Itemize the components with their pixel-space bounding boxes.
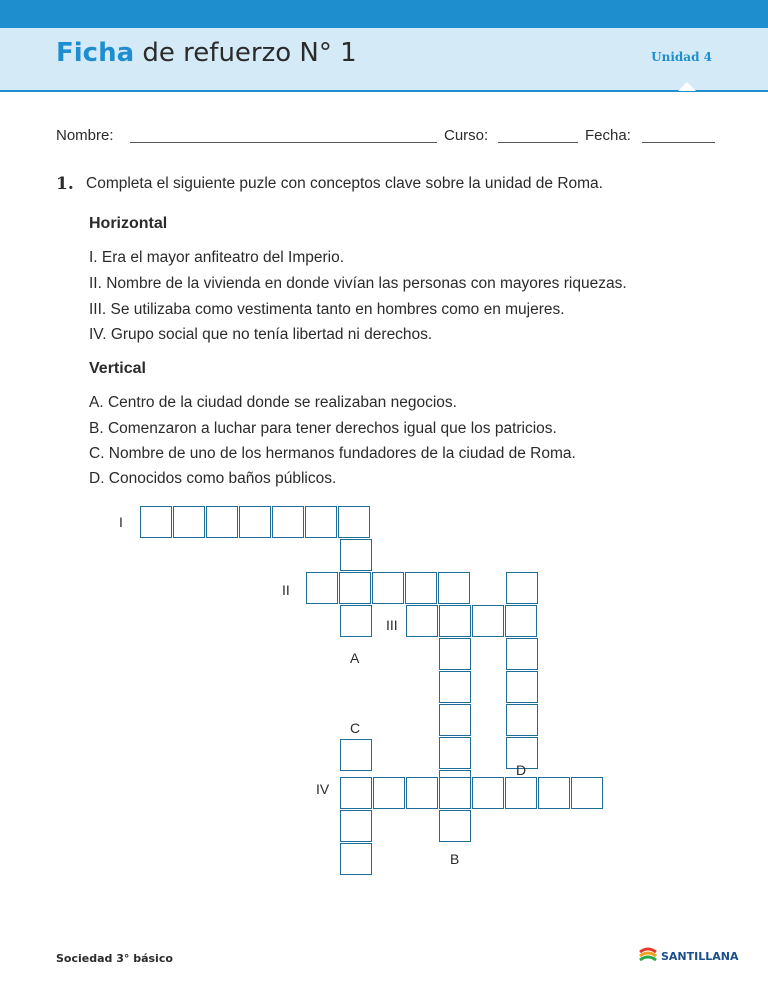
page-title bbox=[56, 38, 357, 68]
publisher-name: SANTILLANA bbox=[661, 949, 739, 963]
crossword-cell[interactable] bbox=[340, 777, 372, 809]
crossword-cell[interactable] bbox=[439, 737, 471, 769]
course-field[interactable] bbox=[498, 142, 578, 143]
label-III: III bbox=[386, 617, 398, 633]
crossword-cell[interactable] bbox=[505, 605, 537, 637]
crossword-cell[interactable] bbox=[338, 506, 370, 538]
crossword-cell[interactable] bbox=[340, 739, 372, 771]
santillana-logo-icon bbox=[638, 946, 658, 966]
crossword-cell[interactable] bbox=[506, 638, 538, 670]
crossword-cell[interactable] bbox=[506, 572, 538, 604]
clue-horizontal-1: I. Era el mayor anfiteatro del Imperio. bbox=[89, 249, 345, 266]
label-I: I bbox=[119, 514, 123, 530]
horizontal-heading: Horizontal bbox=[89, 215, 168, 232]
date-label: Fecha: bbox=[585, 127, 631, 144]
title-rest: de refuerzo N° 1 bbox=[134, 38, 357, 68]
date-field[interactable] bbox=[642, 142, 715, 143]
crossword-cell[interactable] bbox=[340, 605, 372, 637]
name-field[interactable] bbox=[130, 142, 437, 143]
clue-vertical-4: D. Conocidos como baños públicos. bbox=[89, 470, 337, 487]
clue-vertical-2: B. Comenzaron a luchar para tener derechos igual que los patricios. bbox=[89, 420, 557, 437]
crossword-cell[interactable] bbox=[405, 572, 437, 604]
label-A: A bbox=[350, 650, 360, 666]
crossword-cell[interactable] bbox=[372, 572, 404, 604]
top-color-bar bbox=[0, 0, 768, 28]
label-IV: IV bbox=[316, 781, 330, 797]
crossword-cell[interactable] bbox=[340, 539, 372, 571]
crossword-cell[interactable] bbox=[571, 777, 603, 809]
footer-course: Sociedad 3° básico bbox=[56, 952, 173, 965]
crossword-cell[interactable] bbox=[306, 572, 338, 604]
crossword-cell[interactable] bbox=[272, 506, 304, 538]
clue-vertical-3: C. Nombre de uno de los hermanos fundadores de la ciudad de Roma. bbox=[89, 445, 576, 462]
crossword-cell[interactable] bbox=[339, 572, 371, 604]
crossword-cell[interactable] bbox=[406, 777, 438, 809]
crossword-cell[interactable] bbox=[406, 605, 438, 637]
label-C: C bbox=[350, 720, 361, 736]
label-B: B bbox=[450, 851, 460, 867]
crossword-cell[interactable] bbox=[439, 638, 471, 670]
clue-horizontal-2: II. Nombre de la vivienda en donde vivían las personas con mayores riquezas. bbox=[89, 275, 627, 292]
crossword-cell[interactable] bbox=[506, 704, 538, 736]
unit-label: Unidad 4 bbox=[651, 50, 712, 64]
crossword-cell[interactable] bbox=[439, 704, 471, 736]
crossword-cell[interactable] bbox=[340, 843, 372, 875]
crossword-cell[interactable] bbox=[206, 506, 238, 538]
crossword-cell[interactable] bbox=[438, 572, 470, 604]
crossword-cell[interactable] bbox=[340, 810, 372, 842]
crossword-cell[interactable] bbox=[373, 777, 405, 809]
crossword-cell[interactable] bbox=[472, 605, 504, 637]
name-label: Nombre: bbox=[56, 127, 114, 144]
crossword-cell[interactable] bbox=[239, 506, 271, 538]
crossword-cell[interactable] bbox=[439, 671, 471, 703]
clue-horizontal-3: III. Se utilizaba como vestimenta tanto en hombres como en mujeres. bbox=[89, 301, 565, 318]
crossword-cell[interactable] bbox=[538, 777, 570, 809]
crossword-cell[interactable] bbox=[305, 506, 337, 538]
crossword-cell[interactable] bbox=[439, 605, 471, 637]
label-II: II bbox=[282, 582, 290, 598]
crossword-cell[interactable] bbox=[439, 777, 471, 809]
question-text: Completa el siguiente puzle con conceptos clave sobre la unidad de Roma. bbox=[86, 175, 603, 192]
crossword-cell[interactable] bbox=[439, 810, 471, 842]
crossword-cell[interactable] bbox=[472, 777, 504, 809]
course-label: Curso: bbox=[444, 127, 489, 144]
crossword-cell[interactable] bbox=[505, 777, 537, 809]
crossword-cell[interactable] bbox=[173, 506, 205, 538]
title-accent: Ficha bbox=[56, 38, 135, 68]
publisher-logo bbox=[638, 946, 739, 966]
crossword-cell[interactable] bbox=[140, 506, 172, 538]
crossword-cell[interactable] bbox=[506, 671, 538, 703]
header-notch bbox=[678, 82, 696, 91]
clue-horizontal-4: IV. Grupo social que no tenía libertad ni derechos. bbox=[89, 326, 433, 343]
label-D: D bbox=[516, 762, 527, 778]
clue-vertical-1: A. Centro de la ciudad donde se realizaban negocios. bbox=[89, 394, 457, 411]
question-number: 1. bbox=[56, 174, 74, 194]
vertical-heading: Vertical bbox=[89, 360, 146, 377]
